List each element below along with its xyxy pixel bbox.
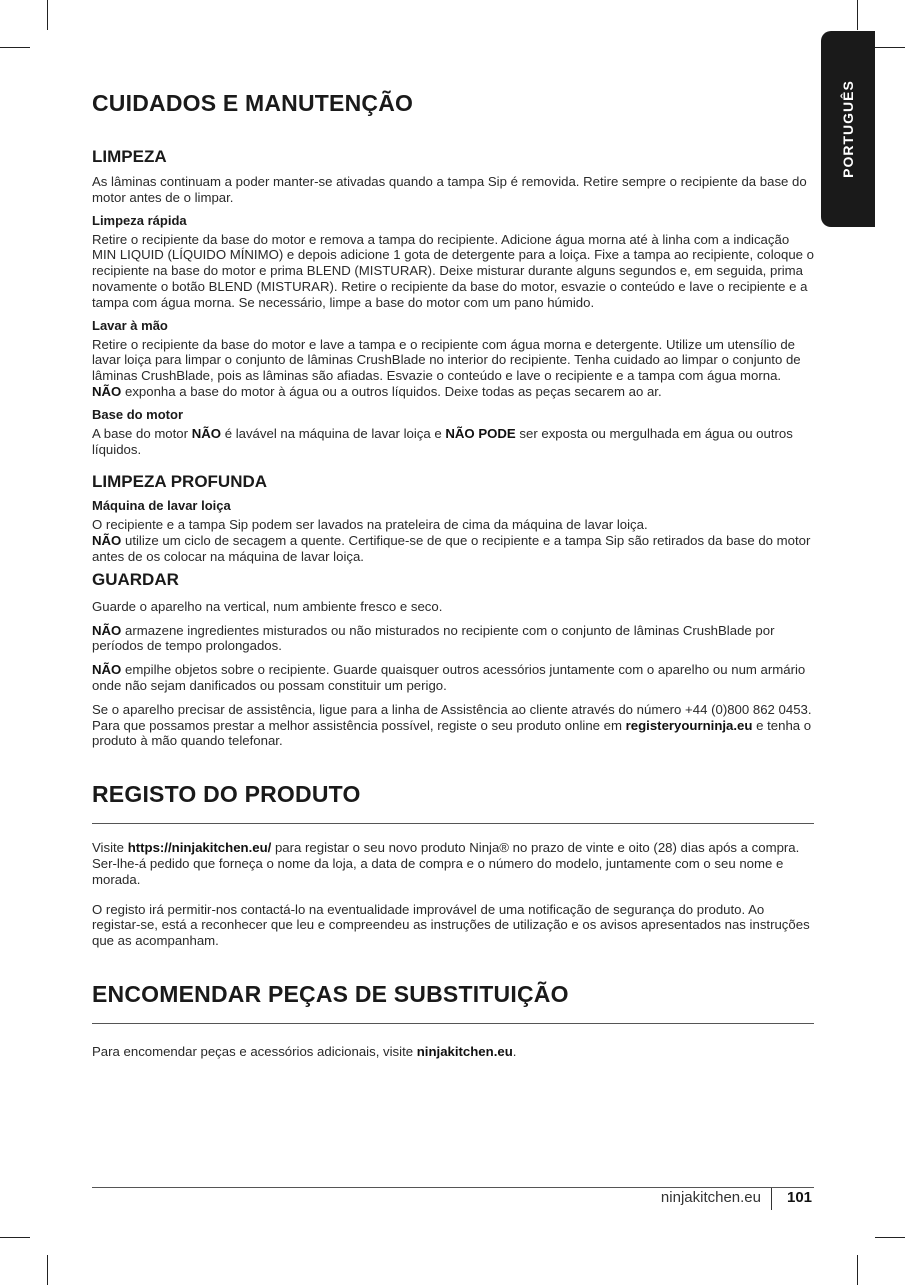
text-run: Retire o recipiente da base do motor e lave a tampa e o recipiente com água morna e detergente. Utilize um utensílio de lavar loiça para limpar o conjunto de lâminas CrushBlade no interior do recipiente. Tenha cuidado ao limpar o conjunto de lâminas CrushBlade, pois as lâminas são afiadas. Esvazie o conteúdo e lave o recipiente e a tampa com água morna.	[92, 336, 801, 384]
lavar-a-mao-text	[92, 337, 814, 400]
guardar-text-4	[92, 702, 814, 749]
guardar-text-1: Guarde o aparelho na vertical, num ambiente fresco e seco.	[92, 598, 443, 614]
crop-mark	[857, 0, 858, 30]
text-run: é lavável na máquina de lavar loiça e	[224, 425, 442, 441]
limpeza-intro: As lâminas continuam a poder manter-se ativadas quando a tampa Sip é removida. Retire sempre o recipiente da base do motor antes de o limpar.	[92, 174, 807, 205]
registration-link[interactable]: registeryourninja.eu	[625, 717, 753, 733]
page-content	[92, 88, 814, 1060]
text-run: O recipiente e a tampa Sip podem ser lavados na prateleira de cima da máquina de lavar loiça.	[92, 517, 648, 533]
subheading-maquina-de-lavar: Máquina de lavar loiça	[92, 498, 231, 514]
guardar-text-2	[92, 623, 814, 655]
divider	[92, 823, 814, 824]
section-heading-guardar: GUARDAR	[92, 569, 179, 589]
text-run: .	[512, 1043, 517, 1059]
warning-emphasis: NÃO	[191, 425, 222, 441]
text-run: Visite	[92, 840, 125, 856]
crop-mark	[857, 1255, 858, 1285]
text-run: Se o aparelho precisar de assistência, ligue para a linha de Assistência ao cliente através do número +44 (0)800 862 0453. Para que possamos prestar a melhor assistência possível, registe o seu produto online em	[92, 701, 812, 733]
warning-emphasis: NÃO	[92, 383, 122, 399]
text-run: para registar o seu novo produto Ninja® no prazo de vinte e oito (28) dias após a compra. Ser-lhe-á pedido que forneça o nome da loja, a data de compra e o número do modelo, juntamente com o seu nome e morada.	[92, 840, 800, 887]
warning-emphasis: NÃO	[92, 533, 122, 549]
subheading-base-do-motor: Base do motor	[92, 406, 184, 422]
warning-emphasis: NÃO	[92, 622, 122, 638]
warning-emphasis: NÃO PODE	[445, 425, 516, 441]
limpeza-profunda-text	[92, 517, 814, 564]
encomendar-text	[92, 1044, 814, 1060]
footer-url: ninjakitchen.eu	[660, 1189, 761, 1206]
language-tab	[821, 31, 875, 227]
divider	[92, 1023, 814, 1024]
crop-mark	[0, 1237, 30, 1238]
text-run: exponha a base do motor à água ou a outros líquidos. Deixe todas as peças secarem ao ar.	[124, 383, 662, 399]
text-run: armazene ingredientes misturados ou não misturados no recipiente com o conjunto de lâminas CrushBlade por períodos de tempo prolongados.	[92, 622, 775, 654]
text-run: ser exposta ou mergulhada em água ou outros líquidos.	[92, 425, 793, 457]
warning-emphasis: NÃO	[92, 662, 122, 678]
text-run: Para encomendar peças e acessórios adicionais, visite	[92, 1043, 414, 1059]
text-run: utilize um ciclo de secagem a quente. Certifique-se de que o recipiente e a tampa Sip são retirados da base do motor antes de os colocar na máquina de lavar loiça.	[92, 533, 811, 564]
crop-mark	[875, 1237, 905, 1238]
crop-mark	[47, 1255, 48, 1285]
website-link[interactable]: https://ninjakitchen.eu/	[127, 840, 272, 856]
section-heading-encomendar: ENCOMENDAR PEÇAS DE SUBSTITUIÇÃO	[92, 980, 569, 1007]
crop-mark	[0, 47, 30, 48]
page-title: CUIDADOS E MANUTENÇÃO	[92, 90, 414, 116]
text-run: A base do motor	[92, 425, 189, 441]
shop-link[interactable]: ninjakitchen.eu	[416, 1043, 513, 1059]
crop-mark	[875, 47, 905, 48]
registo-text-2: O registo irá permitir-nos contactá-lo na eventualidade improvável de uma notificação de segurança do produto. Ao registar-se, está a reconhecer que leu e compreendeu as instruções de utilização e os avisos apresentados nas instruções que as acompanham.	[92, 901, 810, 949]
guardar-text-3	[92, 662, 814, 694]
crop-mark	[47, 0, 48, 30]
section-heading-registo: REGISTO DO PRODUTO	[92, 781, 361, 808]
footer-separator	[771, 1188, 772, 1210]
subheading-limpeza-rapida: Limpeza rápida	[92, 212, 187, 228]
section-heading-limpeza: LIMPEZA	[92, 147, 167, 166]
base-do-motor-text	[92, 426, 814, 458]
page-number: 101	[787, 1189, 813, 1206]
language-tab-label: PORTUGUÊS	[840, 80, 856, 178]
section-heading-limpeza-profunda: LIMPEZA PROFUNDA	[92, 472, 268, 492]
footer-divider	[92, 1187, 814, 1188]
subheading-lavar-a-mao: Lavar à mão	[92, 317, 168, 333]
text-run: empilhe objetos sobre o recipiente. Guarde quaisquer outros acessórios juntamente com o aparelho ou num armário onde não sejam danificados ou possam constituir um perigo.	[92, 662, 806, 693]
registo-text-1	[92, 840, 814, 887]
limpeza-rapida-text: Retire o recipiente da base do motor e remova a tampa do recipiente. Adicione água morna até à linha com a indicação MIN LIQUID (LÍQUIDO MÍNIMO) e depois adicione 1 gota de detergente para a loiça. Fixe a tampa ao recipiente, coloque o recipiente na base do motor e prima BLEND (MISTURAR). Deixe misturar durante alguns segundos e, em seguida, prima novamente o botão BLEND (MISTURAR). Retire o recipiente da base do motor, esvazie o conteúdo e lave o recipiente e a tampa com água morna. Se necessário, limpe a base do motor com um pano húmido.	[92, 231, 815, 310]
text-run: e tenha o produto à mão quando telefonar.	[92, 717, 812, 749]
